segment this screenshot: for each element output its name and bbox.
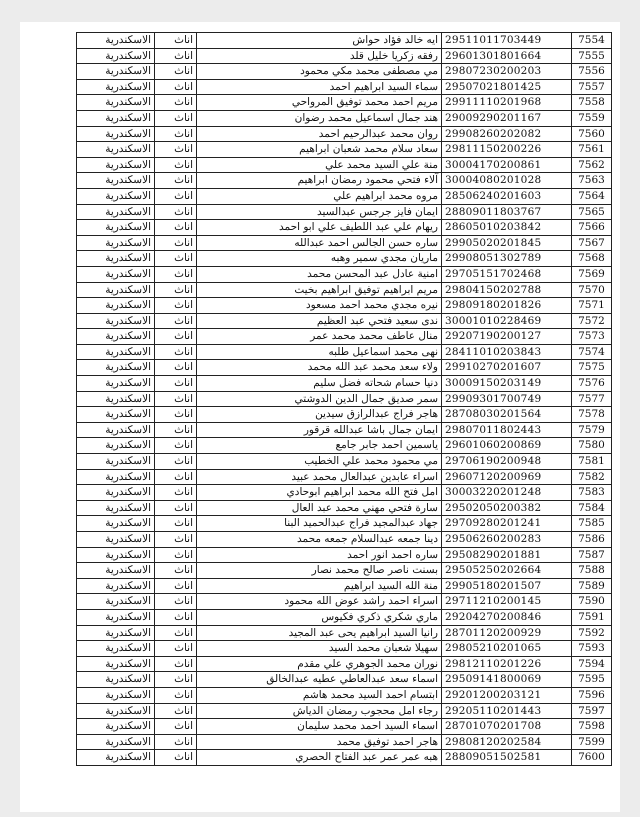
table-row [77,609,612,625]
gender-cell: اناث [155,609,197,625]
records-table-body [77,33,612,766]
table-row [77,235,612,251]
national-id-cell: 29201200203121 [442,687,572,703]
table-row [77,469,612,485]
national-id-cell: 30004080201028 [442,173,572,189]
gender-cell: اناث [155,126,197,142]
gender-cell: اناث [155,641,197,657]
name-cell: نهى محمد اسماعيل طلبه [197,344,442,360]
gender-cell: اناث [155,329,197,345]
national-id-cell: 28701070201708 [442,719,572,735]
table-row [77,625,612,641]
table-row [77,126,612,142]
gender-cell: اناث [155,422,197,438]
serial-number-cell: 7591 [572,609,612,625]
national-id-cell: 28506240201603 [442,188,572,204]
gender-cell: اناث [155,344,197,360]
gender-cell: اناث [155,79,197,95]
national-id-cell: 28701120200929 [442,625,572,641]
table-row [77,719,612,735]
national-id-cell: 29204270200846 [442,609,572,625]
gender-cell: اناث [155,532,197,548]
name-cell: دنيا حسام شحاته فضل سليم [197,376,442,392]
city-cell: الاسكندرية [77,625,155,641]
gender-cell: اناث [155,703,197,719]
name-cell: نيره مجدي محمد احمد مسعود [197,298,442,314]
table-row [77,142,612,158]
city-cell: الاسكندرية [77,578,155,594]
table-row [77,656,612,672]
name-cell: نوران محمد الجوهري علي مقدم [197,656,442,672]
serial-number-cell: 7557 [572,79,612,95]
gender-cell: اناث [155,142,197,158]
city-cell: الاسكندرية [77,79,155,95]
name-cell: منة الله السيد ابراهيم [197,578,442,594]
city-cell: الاسكندرية [77,719,155,735]
city-cell: الاسكندرية [77,656,155,672]
serial-number-cell: 7579 [572,422,612,438]
serial-number-cell: 7593 [572,641,612,657]
table-row [77,376,612,392]
city-cell: الاسكندرية [77,750,155,766]
serial-number-cell: 7559 [572,110,612,126]
table-row [77,641,612,657]
name-cell: بسنت ناصر صالح محمد نصار [197,563,442,579]
name-cell: سهيلا شعبان محمد السيد [197,641,442,657]
table-row [77,173,612,189]
serial-number-cell: 7595 [572,672,612,688]
name-cell: امنية عادل عبد المحسن محمد [197,266,442,282]
gender-cell: اناث [155,235,197,251]
city-cell: الاسكندرية [77,500,155,516]
table-row [77,672,612,688]
name-cell: هبه عمر عمر عبد الفتاح الحصري [197,750,442,766]
serial-number-cell: 7555 [572,48,612,64]
serial-number-cell: 7564 [572,188,612,204]
serial-number-cell: 7594 [572,656,612,672]
name-cell: رفقه زكريا خليل قلد [197,48,442,64]
serial-number-cell: 7570 [572,282,612,298]
name-cell: ساره حسن الجالس احمد عبدالله [197,235,442,251]
table-row [77,79,612,95]
serial-number-cell: 7567 [572,235,612,251]
name-cell: امل فتح الله محمد ابراهيم ابوحادي [197,485,442,501]
table-row [77,157,612,173]
national-id-cell: 29908260202082 [442,126,572,142]
name-cell: اسراء احمد راشد عوض الله محمود [197,594,442,610]
gender-cell: اناث [155,33,197,49]
name-cell: ياسمين احمد جابر جامع [197,438,442,454]
table-row [77,391,612,407]
name-cell: هاجر فراج عبدالرازق سيدين [197,407,442,423]
serial-number-cell: 7583 [572,485,612,501]
city-cell: الاسكندرية [77,235,155,251]
national-id-cell: 29505250202664 [442,563,572,579]
table-row [77,188,612,204]
national-id-cell: 29709280201241 [442,516,572,532]
national-id-cell: 29908051302789 [442,251,572,267]
name-cell: دينا جمعه عبدالسلام جمعه محمد [197,532,442,548]
city-cell: الاسكندرية [77,64,155,80]
national-id-cell: 29705151702468 [442,266,572,282]
national-id-cell: 29207190200127 [442,329,572,345]
name-cell: جهاد عبدالمجيد فراج عبدالحميد البنا [197,516,442,532]
city-cell: الاسكندرية [77,391,155,407]
name-cell: مريم احمد محمد توفيق المرواحي [197,95,442,111]
gender-cell: اناث [155,578,197,594]
serial-number-cell: 7568 [572,251,612,267]
name-cell: ابتسام احمد السيد محمد هاشم [197,687,442,703]
table-row [77,266,612,282]
city-cell: الاسكندرية [77,329,155,345]
table-row [77,703,612,719]
name-cell: رانيا السيد ابراهيم يحى عبد المجيد [197,625,442,641]
serial-number-cell: 7556 [572,64,612,80]
table-row [77,298,612,314]
name-cell: مروه محمد ابراهيم علي [197,188,442,204]
gender-cell: اناث [155,173,197,189]
serial-number-cell: 7589 [572,578,612,594]
national-id-cell: 29511011703449 [442,33,572,49]
national-id-cell: 30004170200861 [442,157,572,173]
name-cell: هند جمال اسماعيل محمد رضوان [197,110,442,126]
table-row [77,329,612,345]
table-row [77,220,612,236]
gender-cell: اناث [155,157,197,173]
gender-cell: اناث [155,734,197,750]
national-id-cell: 29601301801664 [442,48,572,64]
national-id-cell: 29009290201167 [442,110,572,126]
gender-cell: اناث [155,485,197,501]
gender-cell: اناث [155,282,197,298]
national-id-cell: 29601060200869 [442,438,572,454]
city-cell: الاسكندرية [77,609,155,625]
gender-cell: اناث [155,110,197,126]
name-cell: هاجر احمد توفيق محمد [197,734,442,750]
gender-cell: اناث [155,719,197,735]
name-cell: ولاء سعد محمد عبد الله محمد [197,360,442,376]
gender-cell: اناث [155,500,197,516]
table-row [77,750,612,766]
gender-cell: اناث [155,266,197,282]
city-cell: الاسكندرية [77,266,155,282]
national-id-cell: 30001010228469 [442,313,572,329]
city-cell: الاسكندرية [77,516,155,532]
national-id-cell: 29805210201065 [442,641,572,657]
national-id-cell: 29205110201443 [442,703,572,719]
city-cell: الاسكندرية [77,734,155,750]
national-id-cell: 29809180201826 [442,298,572,314]
table-row [77,516,612,532]
serial-number-cell: 7560 [572,126,612,142]
city-cell: الاسكندرية [77,703,155,719]
city-cell: الاسكندرية [77,173,155,189]
name-cell: منال عاطف محمد محمد عمر [197,329,442,345]
table-row [77,95,612,111]
table-row [77,500,612,516]
city-cell: الاسكندرية [77,220,155,236]
gender-cell: اناث [155,454,197,470]
city-cell: الاسكندرية [77,438,155,454]
city-cell: الاسكندرية [77,376,155,392]
name-cell: مي مصطفى محمد مكي محمود [197,64,442,80]
national-id-cell: 29706190200948 [442,454,572,470]
serial-number-cell: 7571 [572,298,612,314]
serial-number-cell: 7582 [572,469,612,485]
table-row [77,204,612,220]
table-row [77,251,612,267]
city-cell: الاسكندرية [77,641,155,657]
city-cell: الاسكندرية [77,126,155,142]
national-id-cell: 28605010203842 [442,220,572,236]
name-cell: ريهام علي عبد اللطيف علي ابو احمد [197,220,442,236]
name-cell: سعاد سلام محمد شعبان ابراهيم [197,142,442,158]
serial-number-cell: 7573 [572,329,612,345]
name-cell: اسراء عابدين عبدالعال محمد عبيد [197,469,442,485]
national-id-cell: 29911110201968 [442,95,572,111]
national-id-cell: 29509141800069 [442,672,572,688]
city-cell: الاسكندرية [77,313,155,329]
serial-number-cell: 7563 [572,173,612,189]
national-id-cell: 29508290201881 [442,547,572,563]
national-id-cell: 29905020201845 [442,235,572,251]
gender-cell: اناث [155,672,197,688]
city-cell: الاسكندرية [77,344,155,360]
table-row [77,422,612,438]
serial-number-cell: 7584 [572,500,612,516]
name-cell: ماري شكري ذكري فكيوس [197,609,442,625]
gender-cell: اناث [155,516,197,532]
serial-number-cell: 7585 [572,516,612,532]
gender-cell: اناث [155,95,197,111]
gender-cell: اناث [155,64,197,80]
national-id-cell: 29507021801425 [442,79,572,95]
serial-number-cell: 7578 [572,407,612,423]
name-cell: ايمان فايز جرجس عبدالسيد [197,204,442,220]
city-cell: الاسكندرية [77,188,155,204]
national-id-cell: 29807230200203 [442,64,572,80]
name-cell: منة علي السيد محمد علي [197,157,442,173]
serial-number-cell: 7565 [572,204,612,220]
table-row [77,360,612,376]
name-cell: روان محمد عبدالرحيم احمد [197,126,442,142]
city-cell: الاسكندرية [77,594,155,610]
table-row [77,734,612,750]
national-id-cell: 29804150202788 [442,282,572,298]
national-id-cell: 28708030201564 [442,407,572,423]
city-cell: الاسكندرية [77,687,155,703]
city-cell: الاسكندرية [77,48,155,64]
national-id-cell: 28411010203843 [442,344,572,360]
serial-number-cell: 7561 [572,142,612,158]
national-id-cell: 30003220201248 [442,485,572,501]
table-row [77,547,612,563]
city-cell: الاسكندرية [77,407,155,423]
gender-cell: اناث [155,220,197,236]
name-cell: مريم ابراهيم توفيق ابراهيم بخيت [197,282,442,298]
table-row [77,485,612,501]
name-cell: سارة فتحي مهني محمد عبد العال [197,500,442,516]
city-cell: الاسكندرية [77,95,155,111]
city-cell: الاسكندرية [77,157,155,173]
serial-number-cell: 7577 [572,391,612,407]
serial-number-cell: 7581 [572,454,612,470]
city-cell: الاسكندرية [77,454,155,470]
city-cell: الاسكندرية [77,485,155,501]
national-id-cell: 29812110201226 [442,656,572,672]
serial-number-cell: 7592 [572,625,612,641]
name-cell: ايمان جمال باشا عبدالله قرقور [197,422,442,438]
name-cell: ساره احمد انور احمد [197,547,442,563]
name-cell: رجاء امل محجوب رمضان الدياش [197,703,442,719]
name-cell: آلاء فتحي محمود رمضان ابراهيم [197,173,442,189]
city-cell: الاسكندرية [77,204,155,220]
national-id-cell: 29811150200226 [442,142,572,158]
gender-cell: اناث [155,750,197,766]
table-row [77,407,612,423]
city-cell: الاسكندرية [77,672,155,688]
name-cell: ماريان مجدي سمير وهبه [197,251,442,267]
serial-number-cell: 7598 [572,719,612,735]
serial-number-cell: 7600 [572,750,612,766]
serial-number-cell: 7566 [572,220,612,236]
gender-cell: اناث [155,391,197,407]
serial-number-cell: 7596 [572,687,612,703]
city-cell: الاسكندرية [77,142,155,158]
gender-cell: اناث [155,313,197,329]
national-id-cell: 29506260200283 [442,532,572,548]
table-row [77,594,612,610]
gender-cell: اناث [155,360,197,376]
city-cell: الاسكندرية [77,360,155,376]
serial-number-cell: 7588 [572,563,612,579]
city-cell: الاسكندرية [77,282,155,298]
national-id-cell: 29808120202584 [442,734,572,750]
table-row [77,33,612,49]
gender-cell: اناث [155,48,197,64]
serial-number-cell: 7562 [572,157,612,173]
serial-number-cell: 7572 [572,313,612,329]
gender-cell: اناث [155,687,197,703]
city-cell: الاسكندرية [77,33,155,49]
gender-cell: اناث [155,594,197,610]
gender-cell: اناث [155,656,197,672]
serial-number-cell: 7597 [572,703,612,719]
table-row [77,313,612,329]
gender-cell: اناث [155,407,197,423]
national-id-cell: 29607120200969 [442,469,572,485]
table-row [77,532,612,548]
serial-number-cell: 7580 [572,438,612,454]
national-id-cell: 29807011802443 [442,422,572,438]
name-cell: ندى سعيد فتحي عبد العظيم [197,313,442,329]
city-cell: الاسكندرية [77,251,155,267]
national-id-cell: 29909301700749 [442,391,572,407]
gender-cell: اناث [155,625,197,641]
national-id-cell: 28809051502581 [442,750,572,766]
national-id-cell: 29502050200382 [442,500,572,516]
table-row [77,578,612,594]
national-id-cell: 28809011803767 [442,204,572,220]
serial-number-cell: 7586 [572,532,612,548]
gender-cell: اناث [155,188,197,204]
city-cell: الاسكندرية [77,469,155,485]
national-id-cell: 29711210200145 [442,594,572,610]
serial-number-cell: 7554 [572,33,612,49]
gender-cell: اناث [155,438,197,454]
table-row [77,48,612,64]
national-id-cell: 30009150203149 [442,376,572,392]
gender-cell: اناث [155,547,197,563]
name-cell: سمر صديق جمال الدين الدوشتي [197,391,442,407]
serial-number-cell: 7575 [572,360,612,376]
table-row [77,438,612,454]
city-cell: الاسكندرية [77,422,155,438]
gender-cell: اناث [155,563,197,579]
table-row [77,563,612,579]
name-cell: سماء السيد ابراهيم احمد [197,79,442,95]
table-row [77,64,612,80]
records-table [76,32,612,766]
serial-number-cell: 7558 [572,95,612,111]
serial-number-cell: 7576 [572,376,612,392]
serial-number-cell: 7574 [572,344,612,360]
gender-cell: اناث [155,469,197,485]
city-cell: الاسكندرية [77,110,155,126]
name-cell: اسماء سعد عبدالعاطي عطيه عبدالخالق [197,672,442,688]
serial-number-cell: 7569 [572,266,612,282]
national-id-cell: 29905180201507 [442,578,572,594]
city-cell: الاسكندرية [77,532,155,548]
city-cell: الاسكندرية [77,547,155,563]
table-row [77,454,612,470]
table-row [77,282,612,298]
table-row [77,344,612,360]
serial-number-cell: 7590 [572,594,612,610]
national-id-cell: 29910270201607 [442,360,572,376]
name-cell: اسماء السيد احمد محمد سليمان [197,719,442,735]
name-cell: مي محمود محمد علي الخطيب [197,454,442,470]
gender-cell: اناث [155,204,197,220]
table-row [77,110,612,126]
city-cell: الاسكندرية [77,563,155,579]
gender-cell: اناث [155,251,197,267]
table-row [77,687,612,703]
gender-cell: اناث [155,376,197,392]
serial-number-cell: 7587 [572,547,612,563]
city-cell: الاسكندرية [77,298,155,314]
name-cell: ايه خالد فؤاد حواش [197,33,442,49]
serial-number-cell: 7599 [572,734,612,750]
gender-cell: اناث [155,298,197,314]
document-page [20,22,620,812]
